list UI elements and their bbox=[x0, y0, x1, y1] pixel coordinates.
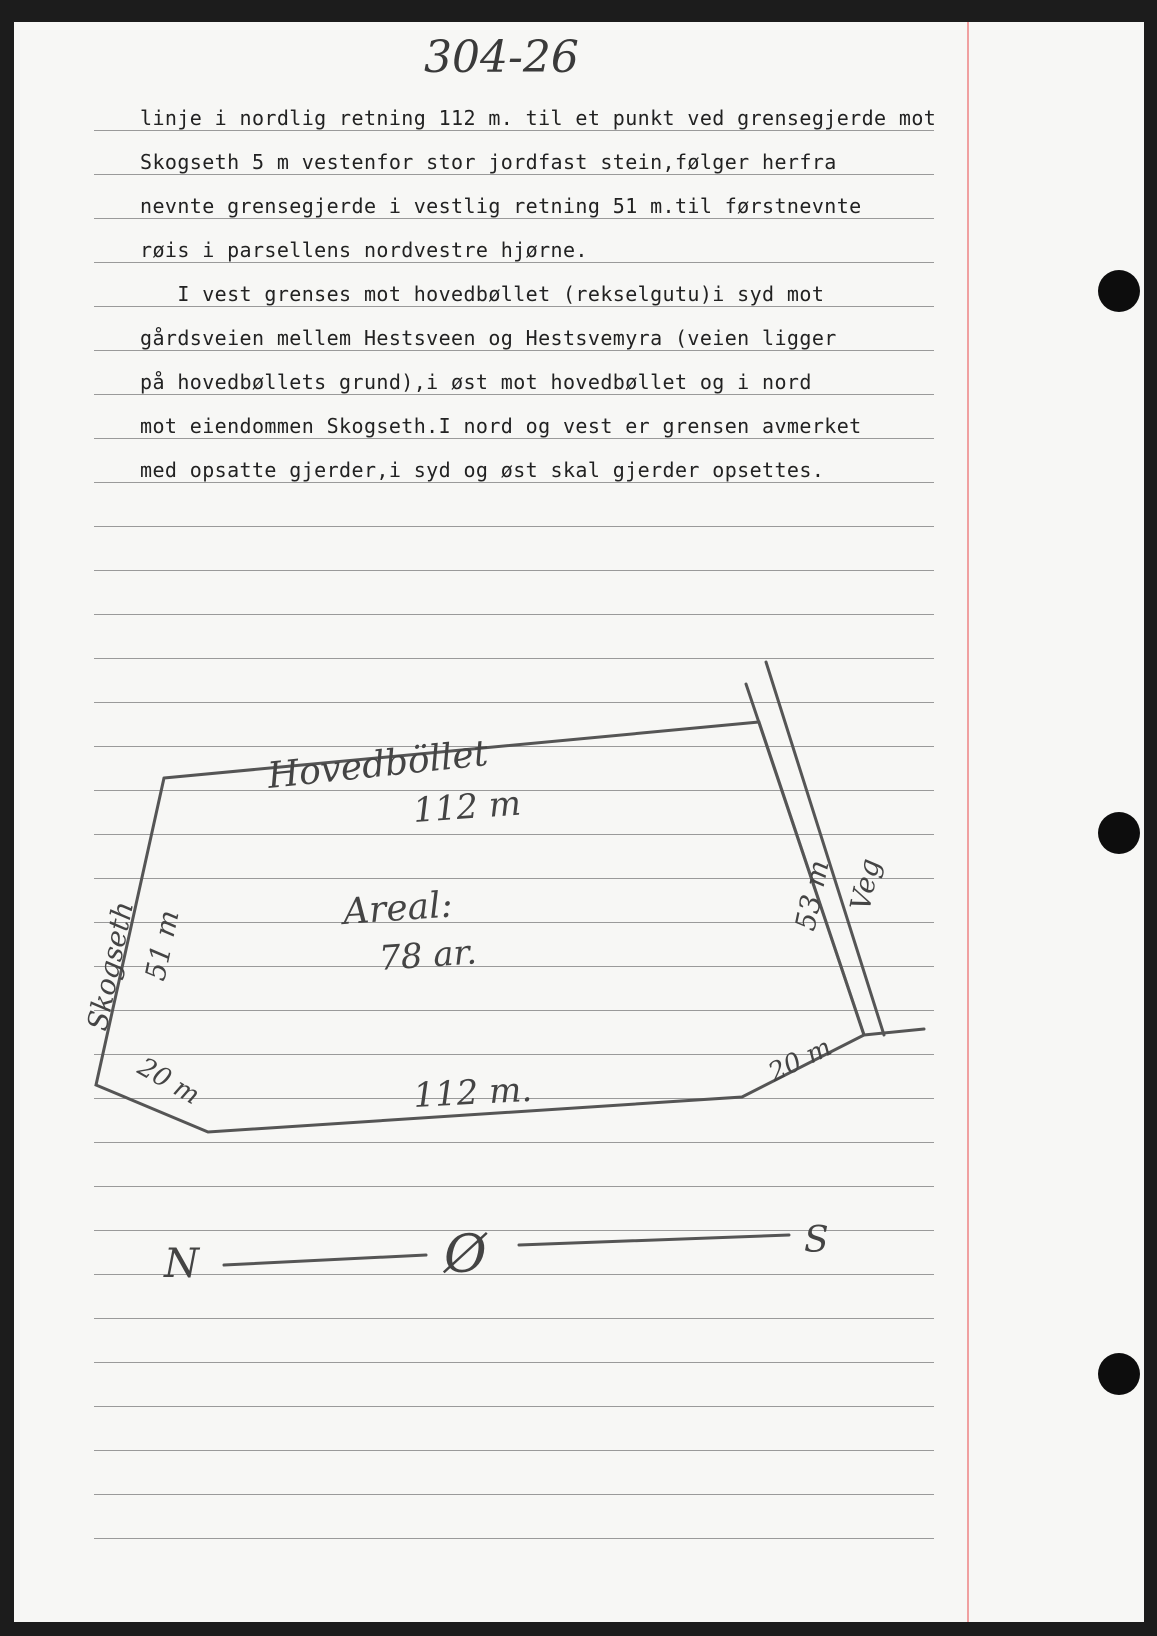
compass-north: N bbox=[164, 1241, 199, 1287]
bottom-left-measure: 20 m bbox=[132, 1052, 205, 1112]
binder-hole bbox=[1098, 812, 1140, 854]
binder-hole bbox=[1098, 1353, 1140, 1395]
text-line: linje i nordlig retning 112 m. til et punkt ved grensegjerde mot bbox=[140, 106, 937, 130]
text-line: mot eiendommen Skogseth.I nord og vest er grensen avmerket bbox=[140, 414, 862, 438]
text-line: nevnte grensegjerde i vestlig retning 51 m.til førstnevnte bbox=[140, 194, 862, 218]
bottom-right-measure: 20 m bbox=[763, 1032, 837, 1089]
compass-line bbox=[519, 1235, 789, 1245]
text-line: Skogseth 5 m vestenfor stor jordfast stein,følger herfra bbox=[140, 150, 837, 174]
binder-hole bbox=[1098, 270, 1140, 312]
text-line: med opsatte gjerder,i syd og øst skal gjerder opsettes. bbox=[140, 458, 825, 482]
bottom-measure: 112 m. bbox=[412, 1069, 534, 1116]
area-value: 78 ar. bbox=[377, 932, 479, 979]
plot-sketch bbox=[14, 22, 1144, 1622]
area-label: Areal: bbox=[341, 884, 454, 933]
left-measure: 51 m bbox=[138, 907, 186, 984]
plot-boundary bbox=[96, 722, 864, 1132]
text-line: på hovedbøllets grund),i øst mot hovedbøllet og i nord bbox=[140, 370, 812, 394]
page-number: 304-26 bbox=[424, 32, 579, 83]
compass-south: S bbox=[804, 1220, 829, 1261]
right-road: Veg bbox=[843, 855, 887, 914]
compass-center: Ø bbox=[444, 1225, 487, 1285]
right-measure: 53 m bbox=[788, 857, 836, 934]
text-line: røis i parsellens nordvestre hjørne. bbox=[140, 238, 588, 262]
compass-line bbox=[224, 1255, 426, 1265]
road-line bbox=[766, 662, 884, 1035]
top-measure: 112 m bbox=[411, 783, 523, 831]
text-line: gårdsveien mellem Hestsveen og Hestsvemyra (veien ligger bbox=[140, 326, 837, 350]
document-page bbox=[14, 22, 1144, 1622]
text-line: I vest grenses mot hovedbøllet (rekselgutu)i syd mot bbox=[140, 282, 825, 306]
top-label: Hovedböllet bbox=[265, 733, 491, 797]
left-name: Skogseth bbox=[80, 898, 141, 1034]
road-line bbox=[864, 1029, 924, 1035]
